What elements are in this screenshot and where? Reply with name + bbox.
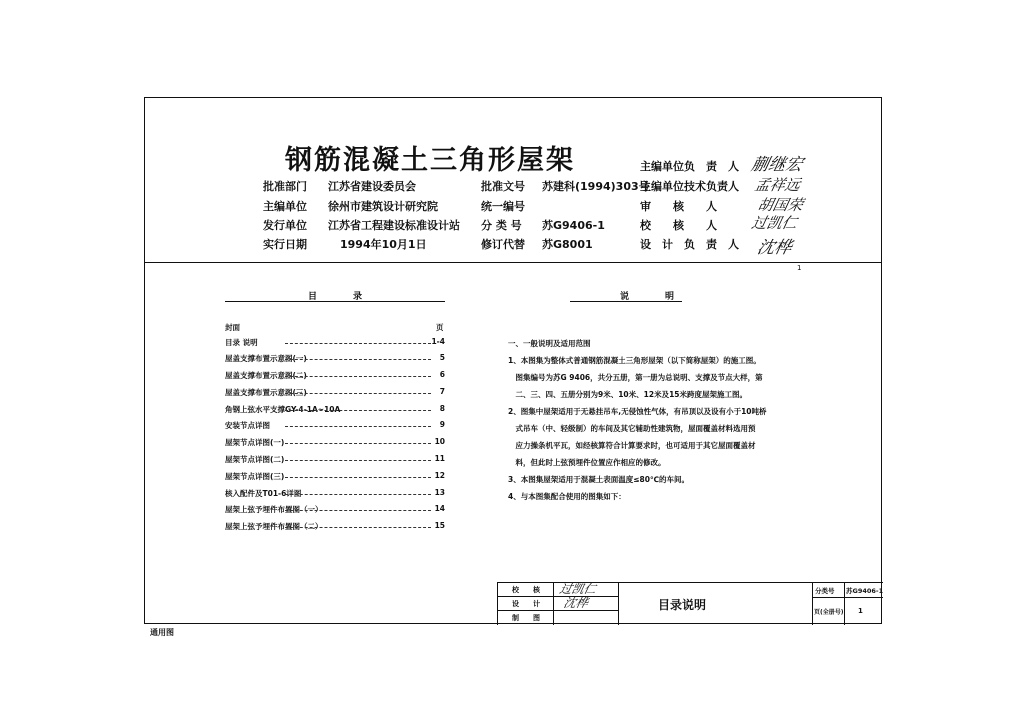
- title-block: [497, 582, 883, 625]
- approve-no-label: 批准文号: [481, 180, 525, 193]
- note-line: 图集编号为苏G 9406，共分五册，第一册为总说明、支撑及节点大样，第: [508, 373, 763, 382]
- supersedes-label: 修订代替: [481, 238, 525, 251]
- signature-tech-lead: 孟祥远: [752, 176, 802, 194]
- approve-dept-label: 批准部门: [263, 180, 307, 193]
- effective-date-value: 1994年10月1日: [340, 238, 427, 251]
- editor-unit-label: 主编单位: [263, 200, 307, 213]
- notes-title-underline: [570, 301, 682, 302]
- draw-label: 制 图: [512, 614, 540, 622]
- toc-title: 目 录: [308, 292, 363, 302]
- note-line: 式吊车（中、轻级制）的车间及其它辅助性建筑物，屋面覆盖材料选用预: [508, 424, 756, 433]
- page-mark: 1: [797, 264, 802, 272]
- design-signature: 沈桦: [562, 596, 590, 610]
- note-line: 料，但此时上弦预埋件位置应作相应的修改。: [508, 458, 666, 467]
- check-signature: 过凯仁: [558, 582, 598, 596]
- footer-label: 通用图: [150, 628, 174, 637]
- publisher-label: 发行单位: [263, 219, 307, 232]
- approve-dept-value: 江苏省建设委员会: [328, 180, 416, 193]
- header-divider: [144, 262, 882, 263]
- note-line: 1、本图集为整体式普通钢筋混凝土三角形屋架（以下简称屋架）的施工图。: [508, 356, 761, 365]
- note-line: 3、本图集屋架适用于混凝土表面温度≤80℃的车间。: [508, 475, 690, 484]
- design-label: 设 计: [512, 600, 540, 608]
- role-reviewer: 审 核 人: [640, 200, 717, 213]
- publisher-value: 江苏省工程建设标准设计站: [328, 219, 460, 232]
- toc-item: 角钢上弦水平支撑GY-4-1A~10A 8: [225, 404, 445, 414]
- role-checker: 校 核 人: [640, 219, 717, 232]
- toc-item: 屋架节点详图(一) 10: [225, 437, 445, 447]
- approve-no-value: 苏建科(1994)303号: [542, 180, 650, 193]
- notes-title: 说 明: [620, 292, 675, 302]
- effective-date-label: 实行日期: [263, 238, 307, 251]
- role-tech-lead: 主编单位技术负责人: [640, 180, 739, 193]
- page-title: 钢筋混凝土三角形屋架: [285, 145, 575, 176]
- toc-item: 屋架上弦予埋件布置图（一） 14: [225, 504, 445, 514]
- toc-item: 屋架上弦予埋件布置图（二） 15: [225, 521, 445, 531]
- signature-design-lead: 沈桦: [755, 238, 794, 258]
- atlas-no: 苏G9406-1: [846, 587, 884, 595]
- role-design-lead: 设 计 负 责 人: [640, 238, 739, 251]
- note-line: 4、与本图集配合使用的图集如下：: [508, 492, 626, 501]
- drawing-name: 目录说明: [658, 598, 707, 612]
- note-line: 2、图集中屋架适用于无悬挂吊车,无侵蚀性气体，有吊顶以及设有小于10吨桥: [508, 407, 767, 416]
- toc-item: 屋盖支撑布置示意图(一) 5: [225, 353, 445, 363]
- unified-no-label: 统一编号: [481, 200, 525, 213]
- atlas-no-label: 分类号: [815, 587, 835, 595]
- note-line: 应力操条机平瓦，如经核算符合计算要求时，也可适用于其它屋面覆盖材: [508, 441, 756, 450]
- signature-reviewer: 胡国荣: [755, 196, 805, 214]
- toc-item: 屋盖支撑布置示意图(二) 6: [225, 370, 445, 380]
- toc-page-header: 页: [436, 323, 444, 332]
- note-line: 一、一般说明及适用范围: [508, 339, 591, 348]
- toc-item: 屋架节点详图(二) 11: [225, 454, 445, 464]
- supersedes-value: 苏G8001: [542, 238, 593, 251]
- toc-title-underline: [225, 301, 445, 302]
- signature-chief: 蒯继宏: [749, 155, 805, 175]
- note-line: 二、三、四、五册分别为9米、10米、12米及15米跨度屋架施工图。: [508, 390, 748, 399]
- check-label: 校 核: [512, 586, 540, 594]
- toc-cover: 封面: [225, 323, 240, 332]
- page-no: 1: [858, 607, 863, 615]
- editor-unit-value: 徐州市建筑设计研究院: [328, 200, 438, 213]
- toc-item: 安装节点详图 9: [225, 420, 445, 430]
- toc-item: 屋盖支撑布置示意图(三) 7: [225, 387, 445, 397]
- class-no-label: 分 类 号: [481, 219, 522, 232]
- role-chief: 主编单位负 责 人: [640, 160, 739, 173]
- class-no-value: 苏G9406-1: [542, 219, 605, 232]
- toc-item: 目录 说明 1-4: [225, 337, 445, 347]
- toc-item: 核入配件及T01-6详图 13: [225, 488, 445, 498]
- toc-item: 屋架节点详图(三) 12: [225, 471, 445, 481]
- page-label: 页(全册号): [814, 609, 844, 616]
- signature-checker: 过凯仁: [749, 214, 799, 232]
